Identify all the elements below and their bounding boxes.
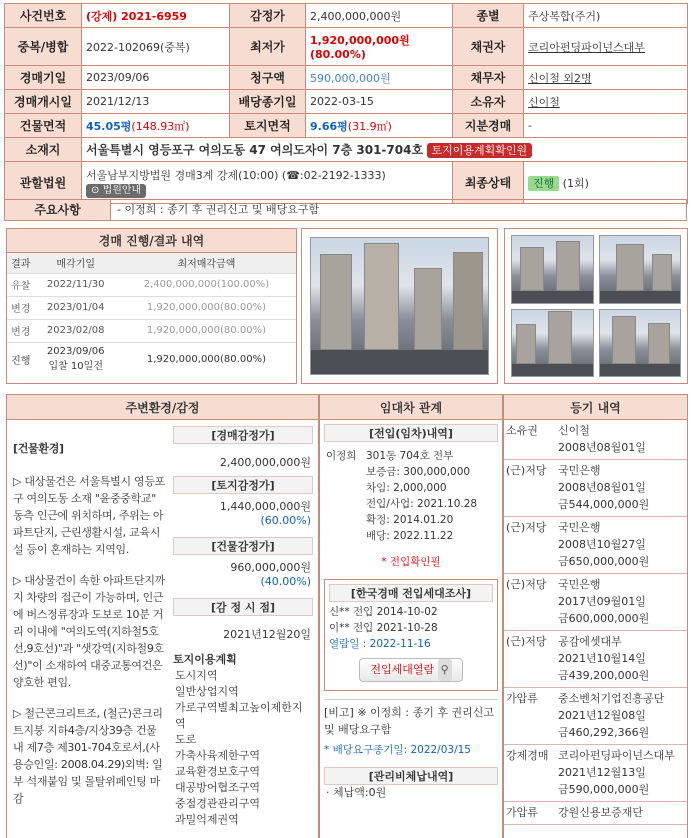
move-in-title: [전입(임차)내역] <box>324 424 498 442</box>
auction-date-label: 경매기일 <box>5 66 82 90</box>
creditor-label: 채권자 <box>453 28 524 66</box>
share-label: 지분경매 <box>453 114 524 138</box>
status-badge: 진행 <box>528 176 559 191</box>
address-cell <box>82 138 688 162</box>
registry-row: 소유권 신이철 2008년08월01일 <box>504 420 687 460</box>
land-plan-item: 도로 <box>175 733 197 746</box>
land-appraisal-amount: 1,440,000,000원 <box>219 500 311 513</box>
share-value: - <box>524 114 688 138</box>
status-label: 최종상태 <box>453 162 524 204</box>
status-cell <box>524 162 688 204</box>
appraisal-title: [경매감정가] <box>173 426 313 444</box>
env-paragraph: ▷ 대상물건이 속한 아파트단지까지 차량의 접근이 가능하며, 인근에 버스정류장과 도보로 10분 거리 이내에 "여의도역(지하철5호선,9호선)"과 "샛강역(지하철9호선)"이 소재하여 대중교통여건은 양호한 편임. <box>13 574 165 689</box>
notes-label: 주요사항 <box>5 200 111 220</box>
env-paragraph: ▷ 철근콘크리트조, (철근)콘크리트지붕 지하4층/지상39층 건물 내 제7층 제301-704호로서,(사용승인일: 2008.04.29)외벽: 일부 석재붙임 및 몰탈위페인팅 마감 <box>13 707 163 805</box>
owner-label: 소유자 <box>453 90 524 114</box>
lease-section-header: 임대차 관계 <box>319 394 503 420</box>
bld-appraisal-pct: (40.00%) <box>260 575 311 588</box>
appraisal-time: 2021년12월20일 <box>223 628 311 641</box>
address-label: 소재지 <box>5 138 82 162</box>
notes-row <box>4 199 687 221</box>
dup-value: 2022-102069(중복) <box>82 28 230 66</box>
land-plan-item: 중점경관관리구역 <box>175 797 261 810</box>
photo-thumbnails <box>504 228 688 384</box>
env-column <box>6 420 319 838</box>
survey-title: [한국경매 전입세대조사] <box>329 584 493 602</box>
min-price-label: 최저가 <box>230 28 306 66</box>
household-survey <box>324 579 498 691</box>
claim-value: 590,000,000원 <box>306 66 453 90</box>
progress-row: 변경 2023/02/08 1,920,000,000(80.00%) <box>7 319 296 342</box>
case-no-label: 사건번호 <box>5 4 82 28</box>
dist-end-label: 배당종기일 <box>230 90 306 114</box>
bld-env-title: [건물환경] <box>13 442 64 455</box>
land-plan-item: 대공방어협조구역 <box>175 781 261 794</box>
auction-open-label: 경매개시일 <box>5 90 82 114</box>
land-area-value: 9.66평(31.9㎡) <box>306 114 453 138</box>
appraisal-amount: 2,400,000,000원 <box>219 456 311 469</box>
status-count: (1회) <box>562 176 589 190</box>
land-appraisal-pct: (60.00%) <box>260 514 311 527</box>
tenant-name: 이정희 <box>326 450 357 462</box>
registry-row: (근)저당 국민은행 2008년10월27일 금650,000,000원 <box>504 517 687 574</box>
registry-row: 가압류 중소벤처기업진흥공단 2021년12월08일 금460,292,366원 <box>504 688 687 745</box>
debtor-label: 채무자 <box>453 66 524 90</box>
registry-row: (근)저당 국민은행 2008년08월01일 금544,000,000원 <box>504 460 687 517</box>
auction-open-value: 2021/12/13 <box>82 90 230 114</box>
case-info-table <box>4 3 688 204</box>
env-section-header: 주변환경/감정 <box>6 394 319 420</box>
household-view-button[interactable]: 전입세대열람 ⚲ <box>359 658 463 682</box>
photo-thumbnail[interactable] <box>511 235 594 304</box>
appraisal-detail <box>173 426 313 828</box>
remark-date: * 배당요구종기일: 2022/03/15 <box>324 744 471 756</box>
bld-appraisal-amount: 960,000,000원 <box>230 561 311 574</box>
claim-label: 청구액 <box>230 66 306 90</box>
land-plan-item: 교육환경보호구역 <box>175 765 261 778</box>
min-price-value: 1,920,000,000원 (80.00%) <box>306 28 453 66</box>
progress-row-current: 진행 2023/09/06 입찰 10일전 1,920,000,000(80.00%) <box>7 342 296 376</box>
court-label: 관할법원 <box>5 162 82 204</box>
photo-thumbnail[interactable] <box>599 235 682 304</box>
debtor-link[interactable]: 신이철 외2명 <box>524 66 688 90</box>
address-value: 서울특별시 영등포구 여의도동 47 여의도자이 7층 301-704호 <box>86 143 424 157</box>
bld-area-value: 45.05평(148.93㎡) <box>82 114 230 138</box>
survey-line: 이** 전입 2021-10-28 <box>329 622 438 634</box>
search-icon: ⚲ <box>438 659 452 681</box>
progress-header-result: 결과 <box>7 253 35 273</box>
env-paragraph: ▷ 대상물건은 서울특별시 영등포구 여의도동 소재 "윤중중학교" 동측 인근에 위치하며, 주위는 아파트단지, 근린생활시설, 교육시설 등이 혼재하는 지역임. <box>13 475 165 556</box>
progress-row: 유찰 2022/11/30 2,400,000,000(100.00%) <box>7 273 296 296</box>
auction-progress-panel <box>6 228 297 384</box>
court-guide-button[interactable]: ⊙ 법원안내 <box>86 184 146 198</box>
type-value: 주상복합(주거) <box>524 4 688 28</box>
auction-date-value: 2023/09/06 <box>82 66 230 90</box>
env-description <box>13 440 165 807</box>
progress-header-price: 최저매각금액 <box>117 253 296 273</box>
lease-remark <box>324 699 498 759</box>
land-plan-item: 가축사육제한구역 <box>175 749 261 762</box>
progress-header-date: 매각기일 <box>35 253 117 273</box>
land-plan-button[interactable]: 토지이용계획확인원 <box>427 143 533 158</box>
registry-column <box>503 420 688 838</box>
land-plan-item: 가로구역별최고높이제한지역 <box>175 701 303 730</box>
land-plan-item: 과밀억제권역 <box>175 813 239 826</box>
lease-column <box>319 420 503 838</box>
registry-row: 가압류 강원신용보증재단 <box>504 802 687 825</box>
court-cell <box>82 162 453 204</box>
progress-row: 변경 2023/01/04 1,920,000,000(80.00%) <box>7 296 296 319</box>
dist-end-value: 2022-03-15 <box>306 90 453 114</box>
court-value: 서울남부지방법원 경매3계 강제(10:00) (☎:02-2192-1333) <box>86 169 386 182</box>
registry-row: 강제경매 코리아펀딩파이넌스대부 2021년12월13일 금590,000,000원 <box>504 745 687 802</box>
notes-text: - 이정희 : 종기 후 권리신고 및 배당요구함 <box>117 203 320 216</box>
bld-area-label: 건물면적 <box>5 114 82 138</box>
type-label: 종별 <box>453 4 524 28</box>
photo-thumbnail[interactable] <box>599 309 682 378</box>
land-plan-title: 토지이용계획 <box>173 653 237 666</box>
appraisal-time-title: [감 정 시 점] <box>173 598 313 616</box>
registry-section-header: 등기 내역 <box>503 394 688 420</box>
survey-line: 신** 전입 2014-10-02 <box>329 606 438 618</box>
move-in-confirm: * 전입확인필 <box>381 556 441 568</box>
mgmt-fee-line: · 체납액:0원 <box>326 786 387 799</box>
tenant-entry: 이정희 301동 704호 전부 보증금: 300,000,000 차임: 2,000,000 전입/사업: 2021.10.28 확정: 2014.01.20 배당: 2022.11.22 <box>326 450 478 542</box>
land-plan-item: 일반상업지역 <box>175 685 239 698</box>
appraisal-label: 감정가 <box>230 4 306 28</box>
land-plan-item: 도시지역 <box>175 669 218 682</box>
owner-link[interactable]: 신이철 <box>524 90 688 114</box>
remark-text: [비고] ※ 이정희 : 종기 후 권리신고 및 배당요구함 <box>324 706 494 736</box>
progress-title: 경매 진행/결과 내역 <box>7 229 296 253</box>
appraisal-value: 2,400,000,000원 <box>306 4 453 28</box>
mgmt-fee-title: [관리비체납내역] <box>324 767 498 785</box>
photo-thumbnail[interactable] <box>511 309 594 378</box>
registry-row: (근)저당 공감에셋대부 2021년10월14일 금439,200,000원 <box>504 631 687 688</box>
dup-label: 중복/병합 <box>5 28 82 66</box>
case-no: (강제) 2021-6959 <box>82 4 230 28</box>
bld-appraisal-title: [건물감정가] <box>173 537 313 555</box>
survey-date: 열람일 : 2022-11-16 <box>329 638 431 650</box>
creditor-link[interactable]: 코리아펀딩파이넌스대부 <box>524 28 688 66</box>
land-area-label: 토지면적 <box>230 114 306 138</box>
main-photo[interactable] <box>301 228 498 384</box>
registry-row: (근)저당 국민은행 2017년09월01일 금600,000,000원 <box>504 574 687 631</box>
property-photo-main[interactable] <box>310 237 489 375</box>
land-appraisal-title: [토지감정가] <box>173 476 313 494</box>
